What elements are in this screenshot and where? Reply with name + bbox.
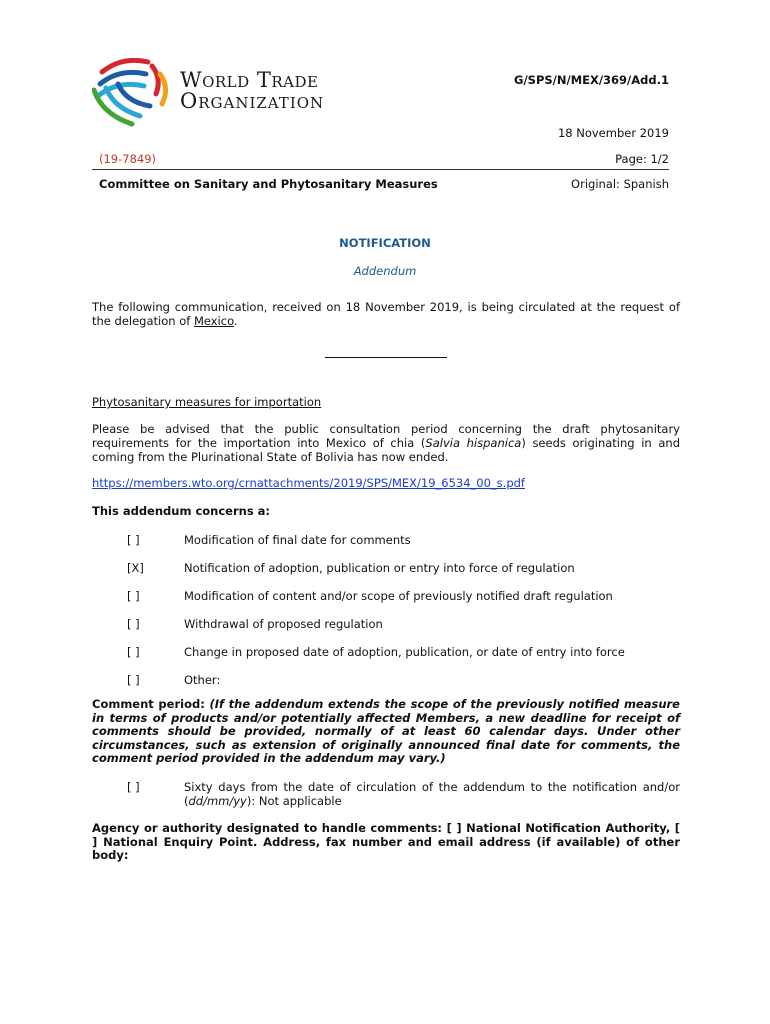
subject-paragraph	[92, 422, 680, 464]
wto-logo-text	[180, 70, 324, 112]
sixty-days-value: ): Not applicable	[246, 794, 342, 808]
date-format: dd/mm/yy	[188, 794, 247, 808]
checkbox-sixty-days[interactable]: [ ]	[127, 780, 140, 794]
checkbox-other[interactable]: [ ]	[127, 673, 140, 687]
section-separator	[325, 357, 447, 358]
attachment-link[interactable]: https://members.wto.org/crnattachments/2019/SPS/MEX/19_6534_00_s.pdf	[92, 476, 525, 490]
species-name: Salvia hispanica	[425, 436, 522, 450]
org-name-line1: World Trade	[180, 68, 319, 92]
checkbox-adoption[interactable]: [X]	[127, 561, 144, 575]
subject-heading: Phytosanitary measures for importation	[92, 395, 322, 409]
subject-heading-block	[92, 395, 680, 409]
concerns-heading: This addendum concerns a:	[92, 504, 271, 518]
comment-period-note: (If the addendum extends the scope of the previously notified measure in terms of products and/or potentially affected Members, a new deadline for receipt of comments should be provided, normally of at least 60 calendar days. Under other circumstances, such as extension of originally announced final date for comments, the comment period provided in the addendum may vary.)	[92, 697, 680, 765]
original-language: Original: Spanish	[571, 177, 669, 191]
notification-title: NOTIFICATION	[339, 236, 431, 250]
intro-end: .	[233, 314, 238, 328]
intro-paragraph	[92, 300, 680, 328]
addendum-subtitle: Addendum	[353, 264, 417, 278]
concern-label-adoption: Notification of adoption, publication or entry into force of regulation	[184, 561, 575, 575]
agency-paragraph: Agency or authority designated to handle comments: [ ] National Notification Authority, [ ] National Enquiry Point. Address, fax number and email address (if available) of other body:	[92, 821, 680, 862]
sixty-days-label: Sixty days from the date of circulation of the addendum to the notification and/or (	[184, 780, 680, 808]
subject-text: Please be advised that the public consultation period concerning the draft phytosanitary requirements for the importation into Mexico of chia (	[92, 422, 680, 450]
reference-number: (19-7849)	[99, 152, 157, 166]
comment-period-paragraph	[92, 698, 680, 766]
header-divider	[92, 169, 669, 170]
concern-label-withdrawal: Withdrawal of proposed regulation	[184, 617, 383, 631]
document-symbol: G/SPS/N/MEX/369/Add.1	[514, 73, 669, 87]
page-number: Page: 1/2	[615, 152, 669, 166]
checkbox-change-date[interactable]: [ ]	[127, 645, 140, 659]
concern-label-final-date: Modification of final date for comments	[184, 533, 411, 547]
concern-label-modification: Modification of content and/or scope of previously notified draft regulation	[184, 589, 613, 603]
sixty-days-text	[184, 780, 680, 808]
checkbox-modification[interactable]: [ ]	[127, 589, 140, 603]
intro-text: The following communication, received on 18 November 2019, is being circulated at the request of the delegation of	[92, 300, 680, 328]
wto-logo-icon	[92, 58, 172, 128]
subject-text-end: ) seeds originating in and coming from the Plurinational State of Bolivia has now ended.	[92, 436, 680, 464]
org-name-line2: Organization	[180, 89, 325, 113]
concern-label-other: Other:	[184, 673, 221, 687]
committee-name: Committee on Sanitary and Phytosanitary Measures	[99, 177, 438, 191]
comment-period-label: Comment period:	[92, 697, 210, 711]
document-date: 18 November 2019	[557, 126, 669, 140]
concern-label-change-date: Change in proposed date of adoption, publication, or date of entry into force	[184, 645, 625, 659]
checkbox-withdrawal[interactable]: [ ]	[127, 617, 140, 631]
checkbox-final-date[interactable]: [ ]	[127, 533, 140, 547]
member-country: Mexico	[193, 314, 234, 328]
